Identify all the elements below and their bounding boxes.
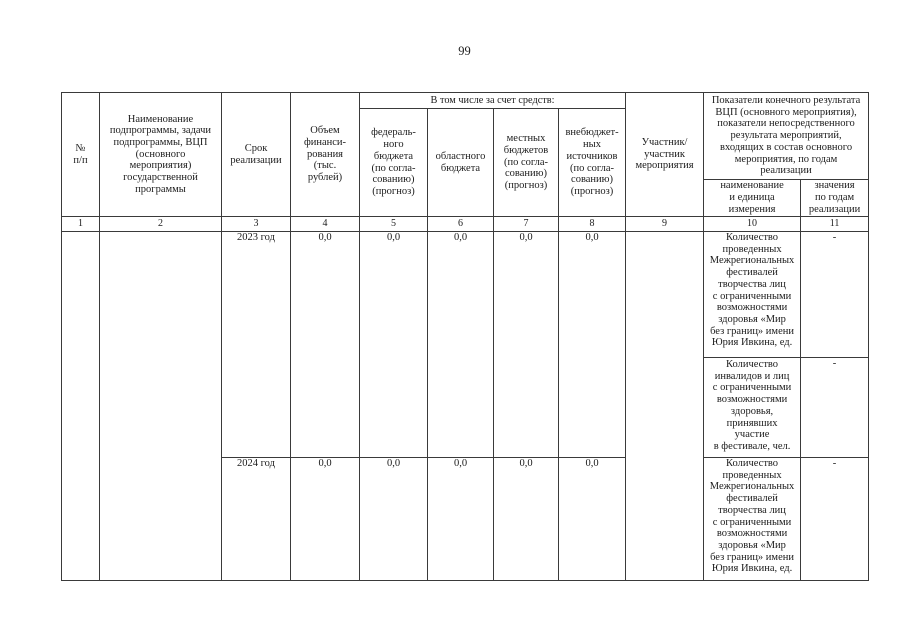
- cell-extrabudget: 0,0: [559, 232, 626, 458]
- column-number: 3: [222, 217, 291, 232]
- cell-extrabudget: 0,0: [559, 458, 626, 581]
- column-number: 2: [100, 217, 222, 232]
- header-federal: федераль- ного бюджета (по согла- сованию) (прогноз): [360, 109, 428, 217]
- cell-regional: 0,0: [428, 232, 494, 458]
- header-regional: областного бюджета: [428, 109, 494, 217]
- program-table: [61, 92, 869, 581]
- cell-participant-empty: [626, 232, 704, 581]
- cell-indicator-name: Количество проведенных Межрегиональных фестивалей творчества лиц с ограниченными возможностями здоровья «Мир без границ» имени Юрия Ивкина, ед.: [704, 232, 801, 358]
- header-row-top: [62, 93, 869, 109]
- page-number: 99: [458, 44, 471, 58]
- cell-volume: 0,0: [291, 458, 360, 581]
- cell-period: 2023 год: [222, 232, 291, 458]
- header-indicator-name: наименование и единица измерения: [704, 180, 801, 217]
- column-number: 11: [801, 217, 869, 232]
- cell-indicator-name: Количество проведенных Межрегиональных фестивалей творчества лиц с ограниченными возможностями здоровья «Мир без границ» имени Юрия Ивкина, ед.: [704, 458, 801, 581]
- cell-num-empty: [62, 232, 100, 581]
- cell-indicator-value: -: [801, 458, 869, 581]
- header-name: Наименование подпрограммы, задачи подпрограммы, ВЦП (основного мероприятия) государственной программы: [100, 93, 222, 217]
- header-extrabudget: внебюджет- ных источников (по согла- сованию) (прогноз): [559, 109, 626, 217]
- column-number: 10: [704, 217, 801, 232]
- column-number: 7: [494, 217, 559, 232]
- cell-indicator-value: -: [801, 232, 869, 358]
- header-participant: Участник/ участник мероприятия: [626, 93, 704, 217]
- column-number: 1: [62, 217, 100, 232]
- column-number-row: [62, 217, 869, 232]
- cell-name-empty: [100, 232, 222, 581]
- column-number: 4: [291, 217, 360, 232]
- header-volume: Объем финанси- рования (тыс. рублей): [291, 93, 360, 217]
- column-number: 8: [559, 217, 626, 232]
- table-row-2023: [62, 232, 869, 358]
- cell-regional: 0,0: [428, 458, 494, 581]
- cell-volume: 0,0: [291, 232, 360, 458]
- column-number: 9: [626, 217, 704, 232]
- cell-indicator-name: Количество инвалидов и лиц с ограниченными возможностями здоровья, принявших участие в фестивале, чел.: [704, 358, 801, 458]
- cell-federal: 0,0: [360, 458, 428, 581]
- header-term: Срок реализации: [222, 93, 291, 217]
- cell-period: 2024 год: [222, 458, 291, 581]
- column-number: 5: [360, 217, 428, 232]
- column-number: 6: [428, 217, 494, 232]
- header-indicator-values: значения по годам реализации: [801, 180, 869, 217]
- cell-local: 0,0: [494, 458, 559, 581]
- cell-local: 0,0: [494, 232, 559, 458]
- header-num: № п/п: [62, 93, 100, 217]
- cell-indicator-value: -: [801, 358, 869, 458]
- header-including: В том числе за счет средств:: [360, 93, 626, 109]
- header-local: местных бюджетов (по согла- сованию) (прогноз): [494, 109, 559, 217]
- cell-federal: 0,0: [360, 232, 428, 458]
- header-indicators: Показатели конечного результата ВЦП (основного мероприятия), показатели непосредственного результата мероприятий, входящих в состав основного мероприятия, по годам реализации: [704, 93, 869, 180]
